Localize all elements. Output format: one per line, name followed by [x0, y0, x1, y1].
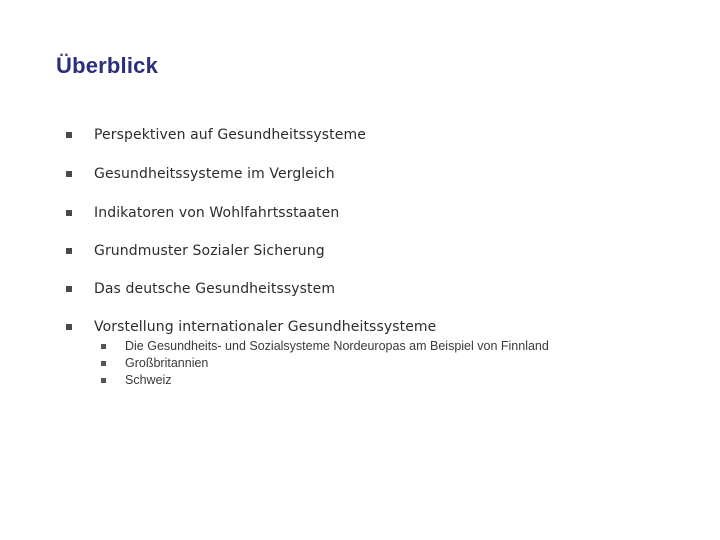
bullet-text: Vorstellung internationaler Gesundheitssysteme [94, 319, 437, 335]
sub-bullet-text: Großbritannien [125, 356, 209, 370]
bullet-text: Perspektiven auf Gesundheitssysteme [94, 127, 366, 143]
bullet-item [66, 317, 437, 337]
square-bullet-icon [66, 210, 72, 216]
bullet-text: Gesundheitssysteme im Vergleich [94, 166, 335, 182]
sub-bullet-text: Schweiz [125, 373, 172, 387]
sub-bullet-item [101, 338, 549, 354]
bullet-item [66, 203, 340, 223]
square-bullet-icon [66, 248, 72, 254]
bullet-item [66, 125, 366, 145]
square-bullet-icon [66, 171, 72, 177]
square-bullet-icon [66, 286, 72, 292]
bullet-item [66, 279, 336, 299]
bullet-item [66, 241, 325, 261]
sub-bullet-item [101, 355, 209, 371]
square-bullet-icon [101, 378, 106, 383]
bullet-text: Grundmuster Sozialer Sicherung [94, 243, 325, 259]
bullet-text: Indikatoren von Wohlfahrtsstaaten [94, 205, 340, 221]
bullet-text: Das deutsche Gesundheitssystem [94, 281, 336, 297]
square-bullet-icon [101, 344, 106, 349]
square-bullet-icon [66, 324, 72, 330]
slide-title: Überblick [56, 53, 159, 78]
square-bullet-icon [66, 132, 72, 138]
bullet-item [66, 164, 335, 184]
sub-bullet-text: Die Gesundheits- und Sozialsysteme Nordeuropas am Beispiel von Finnland [125, 339, 549, 353]
sub-bullet-item [101, 372, 172, 388]
square-bullet-icon [101, 361, 106, 366]
